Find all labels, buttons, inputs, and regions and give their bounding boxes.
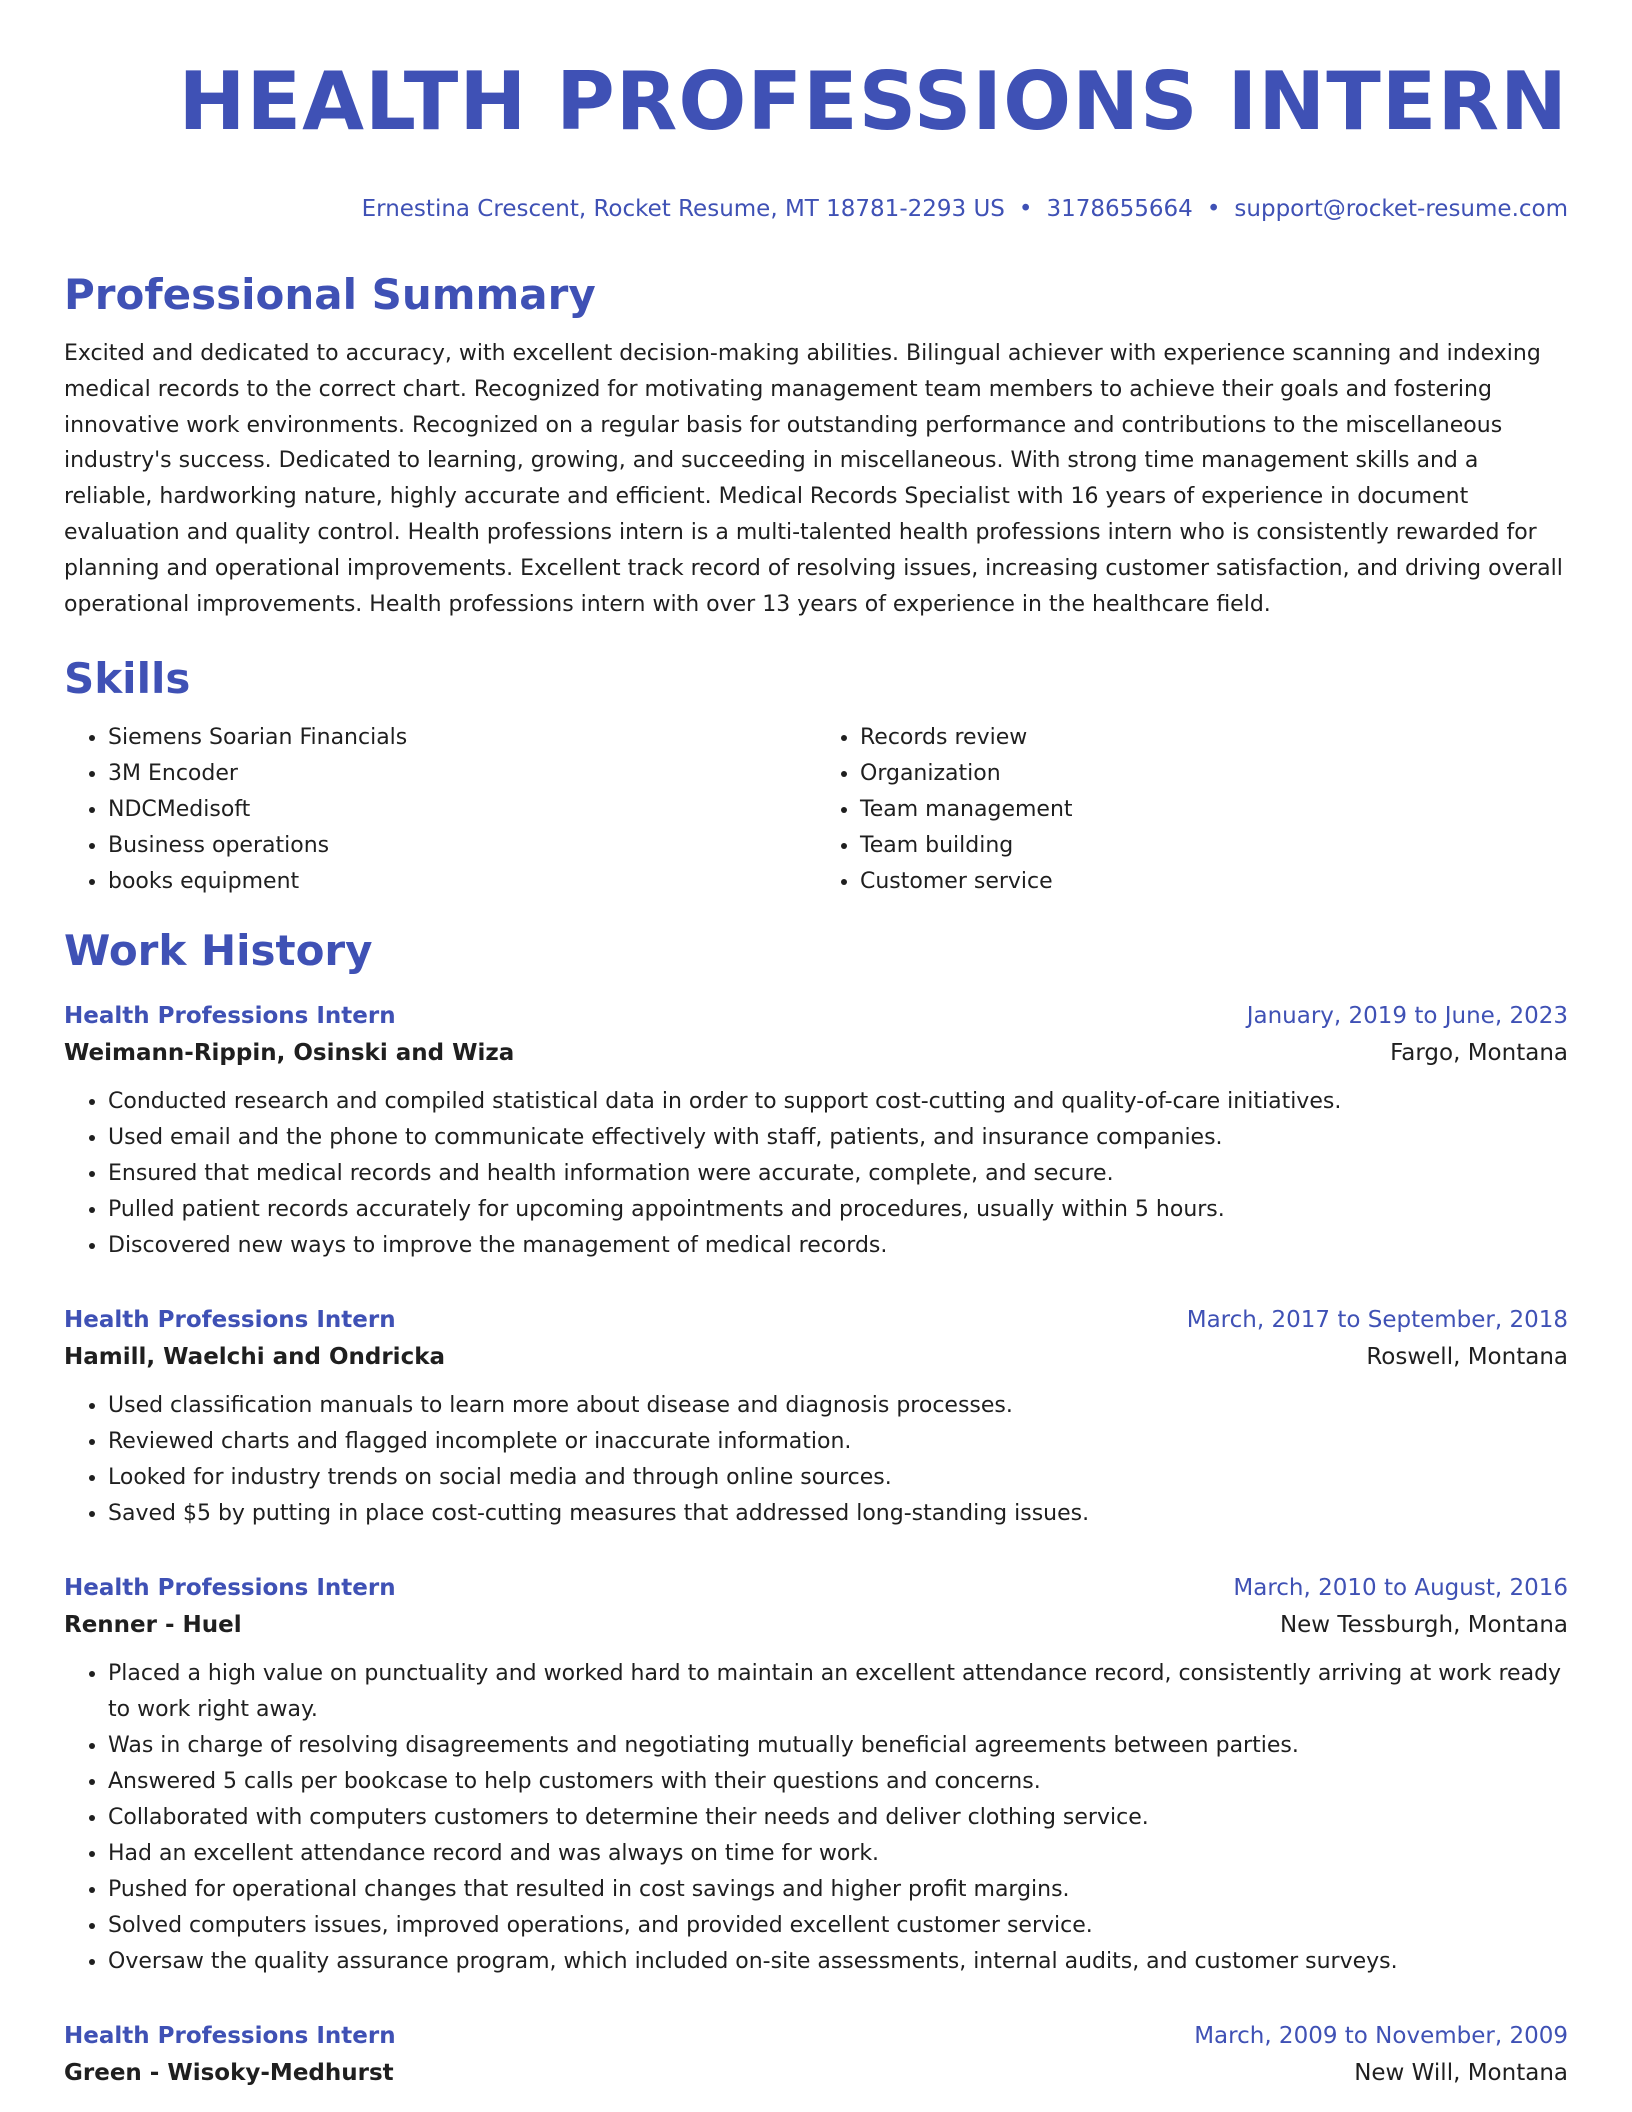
contact-email[interactable]: support@rocket-resume.com	[1234, 196, 1568, 222]
job-title: Health Professions Intern	[64, 1307, 396, 1334]
job-entry	[64, 1570, 1568, 1980]
contact-address: Ernestina Crescent, Rocket Resume, MT 18781-2293 US	[361, 196, 1005, 222]
skills-columns	[64, 720, 1568, 900]
job-entry	[64, 1302, 1568, 1532]
job-bullet: • Used email and the phone to communicate effectively with staff, patients, and insurance companies.	[108, 1120, 1568, 1156]
job-bullet: • Looked for industry trends on social media and through online sources.	[108, 1460, 1568, 1496]
job-header-row	[64, 1302, 1568, 1338]
job-bullet: • Collaborated with computers customers to determine their needs and deliver clothing service.	[108, 1800, 1568, 1836]
job-bullet: • Had an excellent attendance record and was always on time for work.	[108, 1836, 1568, 1872]
job-bullets	[64, 1656, 1568, 1980]
job-bullet: • Used classification manuals to learn more about disease and diagnosis processes.	[108, 1388, 1568, 1424]
resume-name: HEALTH PROFESSIONS INTERN	[178, 55, 1568, 148]
summary-text: Excited and dedicated to accuracy, with excellent decision-making abilities. Bilingual achiever with experience scanning and indexing medical records to the correct chart. Recognized for motivating management team members to achieve their goals and fostering innovative work environments. Recognized on a regular basis for outstanding performance and contributions to the miscellaneous industry's success. Dedicated to learning, growing, and succeeding in miscellaneous. With strong time management skills and a reliable, hardworking nature, highly accurate and efficient. Medical Records Specialist with 16 years of experience in document evaluation and quality control. Health professions intern is a multi-talented health professions intern who is consistently rewarded for planning and operational improvements. Excellent track record of resolving issues, increasing customer satisfaction, and driving overall operational improvements. Health professions intern with over 13 years of experience in the healthcare field.	[64, 341, 1563, 617]
job-bullet: • Conducted research and compiled statistical data in order to support cost-cutting and quality-of-care initiatives.	[108, 1084, 1568, 1120]
job-header-row	[64, 1570, 1568, 1606]
job-bullets	[64, 1084, 1568, 1264]
job-entry	[64, 998, 1568, 1264]
work-history-title: Work History	[64, 926, 373, 976]
job-bullet: • Answered 5 calls per bookcase to help customers with their questions and concerns.	[108, 1764, 1568, 1800]
skills-title: Skills	[64, 654, 191, 704]
job-location: Fargo, Montana	[1390, 1040, 1568, 1067]
job-header-row	[64, 2018, 1568, 2054]
skill-item: • 3M Encoder	[108, 756, 816, 792]
work-history-section	[64, 924, 1568, 2092]
job-bullet: • Reviewed charts and flagged incomplete or inaccurate information.	[108, 1424, 1568, 1460]
contact-line	[64, 194, 1568, 224]
job-bullet: • Pushed for operational changes that resulted in cost savings and higher profit margins.	[108, 1872, 1568, 1908]
skill-item: • Records review	[860, 720, 1568, 756]
job-bullet: • Solved computers issues, improved operations, and provided excellent customer service.	[108, 1908, 1568, 1944]
skills-list-left	[64, 720, 816, 900]
summary-title: Professional Summary	[64, 270, 596, 319]
job-dates: March, 2017 to September, 2018	[1186, 1307, 1568, 1334]
job-bullet: • Saved $5 by putting in place cost-cutting measures that addressed long-standing issues.	[108, 1496, 1568, 1532]
skill-item: • Customer service	[860, 864, 1568, 900]
job-company-row	[64, 1338, 1568, 1376]
job-company: Weimann-Rippin, Osinski and Wiza	[64, 1040, 515, 1067]
skill-item: • Siemens Soarian Financials	[108, 720, 816, 756]
contact-separator: •	[1018, 196, 1033, 222]
skill-item: • Team management	[860, 792, 1568, 828]
job-bullets	[64, 1388, 1568, 1532]
job-company-row	[64, 1034, 1568, 1072]
skills-list-right	[816, 720, 1568, 900]
skill-item: • Business operations	[108, 828, 816, 864]
job-company: Green - Wisoky-Medhurst	[64, 2060, 394, 2087]
job-title: Health Professions Intern	[64, 1003, 396, 1030]
summary-section	[64, 268, 1568, 622]
job-company-row	[64, 2054, 1568, 2092]
resume-header	[64, 0, 1568, 224]
job-location: Roswell, Montana	[1366, 1344, 1568, 1371]
skill-item: • NDCMedisoft	[108, 792, 816, 828]
job-dates: January, 2019 to June, 2023	[1246, 1003, 1568, 1030]
job-dates: March, 2010 to August, 2016	[1233, 1575, 1568, 1602]
skill-item: • Organization	[860, 756, 1568, 792]
job-location: New Tessburgh, Montana	[1279, 1612, 1568, 1639]
job-company: Hamill, Waelchi and Ondricka	[64, 1344, 446, 1371]
skill-item: • books equipment	[108, 864, 816, 900]
skill-item: • Team building	[860, 828, 1568, 864]
job-entry	[64, 2018, 1568, 2092]
job-title: Health Professions Intern	[64, 1575, 396, 1602]
job-location: New Will, Montana	[1354, 2060, 1568, 2087]
job-bullet: • Oversaw the quality assurance program, which included on-site assessments, internal audits, and customer surveys.	[108, 1944, 1568, 1980]
job-header-row	[64, 998, 1568, 1034]
job-bullet: • Discovered new ways to improve the management of medical records.	[108, 1228, 1568, 1264]
job-company-row	[64, 1606, 1568, 1644]
job-company: Renner - Huel	[64, 1612, 242, 1639]
skills-section	[64, 652, 1568, 900]
job-bullet: • Was in charge of resolving disagreements and negotiating mutually beneficial agreements between parties.	[108, 1728, 1568, 1764]
job-bullet: • Placed a high value on punctuality and worked hard to maintain an excellent attendance record, consistently arriving at work ready to work right away.	[108, 1656, 1568, 1728]
job-dates: March, 2009 to November, 2009	[1194, 2023, 1568, 2050]
contact-separator: •	[1206, 196, 1221, 222]
job-bullet: • Ensured that medical records and health information were accurate, complete, and secure.	[108, 1156, 1568, 1192]
job-bullet: • Pulled patient records accurately for upcoming appointments and procedures, usually within 5 hours.	[108, 1192, 1568, 1228]
job-title: Health Professions Intern	[64, 2023, 396, 2050]
contact-phone: 3178655664	[1046, 196, 1193, 222]
